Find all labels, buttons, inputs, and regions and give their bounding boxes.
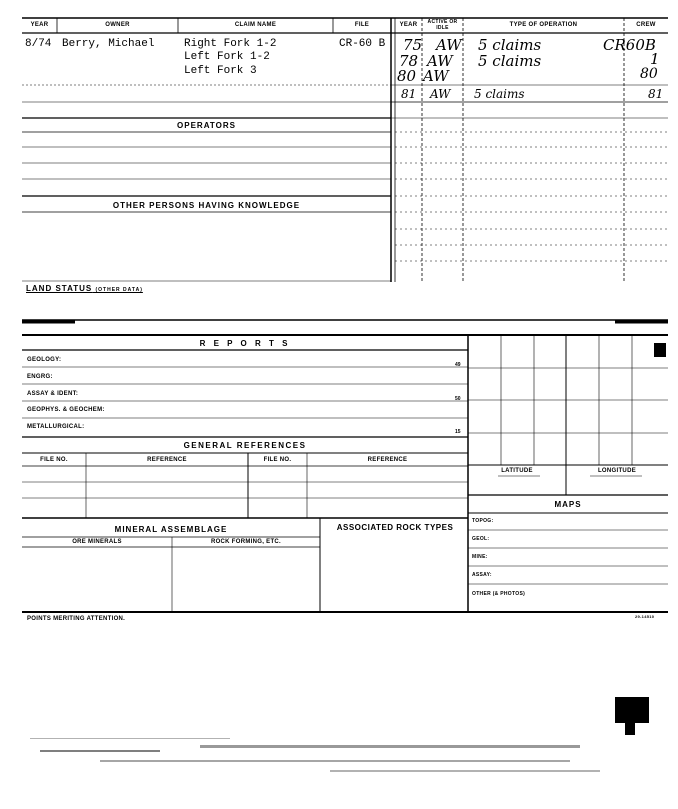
activity-operation-2: 5 claims — [478, 52, 542, 70]
report-engrg-label: ENGRG: — [27, 374, 53, 380]
latitude-label: LATITUDE — [501, 468, 533, 474]
ref-file-no-1: FILE NO. — [40, 457, 68, 463]
header-file: FILE — [354, 22, 370, 28]
activity-status-4: AW — [430, 87, 451, 101]
activity-year-3: 80 — [397, 67, 417, 85]
map-assay-label: ASSAY: — [472, 572, 492, 578]
activity-year-4: 81 — [401, 87, 417, 101]
owner-entry-owner: Berry, Michael — [62, 38, 155, 50]
form-number: 29-14510 — [635, 614, 655, 619]
activity-year-1: 75 — [403, 36, 423, 54]
activity-operation-4: 5 claims — [474, 87, 525, 101]
associated-rock-types-heading: ASSOCIATED ROCK TYPES — [336, 523, 454, 532]
mineral-assemblage-heading: MINERAL ASSEMBLAGE — [114, 525, 228, 534]
longitude-label: LONGITUDE — [597, 468, 637, 474]
claim-name-1: Right Fork 1-2 — [184, 38, 277, 50]
map-geol-label: GEOL: — [472, 536, 490, 542]
points-meriting-attention: POINTS MERITING ATTENTION. — [27, 616, 126, 622]
map-topog-label: TOPOG: — [472, 518, 494, 524]
ref-reference-1: REFERENCE — [147, 457, 187, 463]
map-other-label: OTHER (& PHOTOS) — [472, 591, 526, 597]
activity-crew-4: 81 — [648, 87, 664, 101]
land-status-heading: LAND STATUS (OTHER DATA) — [26, 284, 143, 293]
general-references-heading: GENERAL REFERENCES — [183, 441, 307, 450]
maps-heading: MAPS — [554, 500, 582, 509]
report-metallurgical-label: METALLURGICAL: — [27, 424, 85, 430]
operators-heading: OPERATORS — [177, 121, 236, 130]
header-type-of-operation: TYPE OF OPERATION — [509, 22, 578, 28]
land-status-sub: (OTHER DATA) — [95, 287, 143, 293]
activity-status-2: AW — [427, 52, 453, 70]
reports-heading: R E P O R T S — [199, 339, 291, 348]
report-assay-label: ASSAY & IDENT: — [27, 391, 79, 397]
report-geology-label: GEOLOGY: — [27, 357, 62, 363]
ore-minerals-header: ORE MINERALS — [72, 539, 122, 545]
header-year: YEAR — [30, 22, 49, 28]
owner-entry-year: 8/74 — [25, 38, 52, 50]
report-geophys-label: GEOPHYS. & GEOCHEM: — [27, 407, 105, 413]
header-owner: OWNER — [105, 22, 130, 28]
claim-name-2: Left Fork 1-2 — [184, 51, 270, 63]
header-claim-name: CLAIM NAME — [234, 22, 277, 28]
activity-operation-1: 5 claims — [478, 36, 542, 54]
other-persons-heading: OTHER PERSONS HAVING KNOWLEDGE — [112, 201, 301, 210]
header-crew: CREW — [636, 22, 656, 28]
claim-name-3: Left Fork 3 — [184, 65, 257, 77]
activity-crew-3: 80 — [640, 66, 658, 82]
activity-year-2: 78 — [399, 52, 419, 70]
activity-status-1: AW — [436, 36, 462, 54]
activity-crew-1: CR60B — [603, 36, 656, 54]
header-active-idle: ACTIVE OR IDLE — [427, 19, 458, 31]
report-assay-num: 50 — [455, 396, 461, 402]
ref-reference-2: REFERENCE — [367, 457, 408, 463]
rock-forming-header: ROCK FORMING, ETC. — [210, 539, 282, 545]
ref-file-no-2: FILE NO. — [263, 457, 292, 463]
report-geology-num: 49 — [455, 362, 461, 368]
map-mine-label: MINE: — [472, 554, 488, 560]
owner-entry-file: CR-60 B — [339, 38, 386, 50]
report-metallurgical-num: 15 — [455, 429, 461, 435]
activity-status-3: AW — [423, 67, 449, 85]
header-year-2: YEAR — [399, 22, 418, 28]
activity-crew-2: 1 — [650, 50, 660, 68]
